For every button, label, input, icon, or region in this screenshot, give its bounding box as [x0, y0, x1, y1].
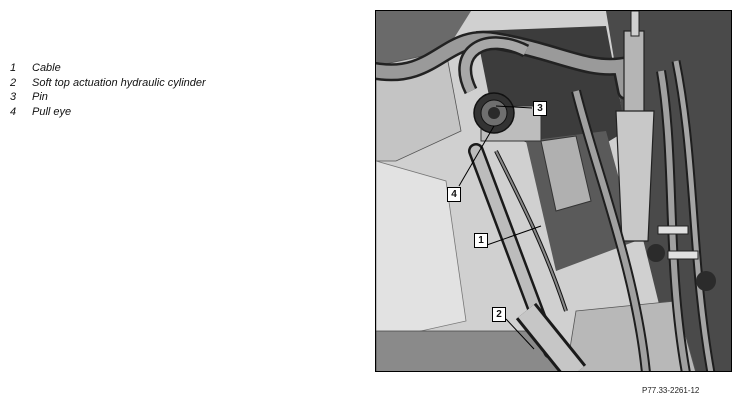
callout-1: 1 — [474, 233, 488, 248]
legend-item — [10, 76, 206, 91]
legend-label: Pull eye — [32, 105, 72, 118]
legend-number: 1 — [10, 62, 17, 74]
illustration-drawing — [376, 11, 732, 372]
legend-label: Soft top actuation hydraulic cylinder — [32, 76, 206, 89]
figure-reference: P77.33-2261-12 — [642, 386, 700, 395]
callout-2: 2 — [492, 307, 506, 322]
legend-label: Pin — [32, 91, 48, 103]
legend-item — [10, 90, 206, 105]
legend-label: Cable — [32, 62, 61, 74]
technical-illustration — [375, 10, 732, 372]
legend-item — [10, 61, 206, 76]
legend-item — [10, 105, 206, 120]
callout-3: 3 — [533, 101, 547, 116]
legend-number: 2 — [10, 76, 17, 89]
legend-number: 4 — [10, 105, 17, 118]
legend-list — [10, 61, 206, 119]
legend-number: 3 — [10, 91, 17, 103]
callout-4: 4 — [447, 187, 461, 202]
